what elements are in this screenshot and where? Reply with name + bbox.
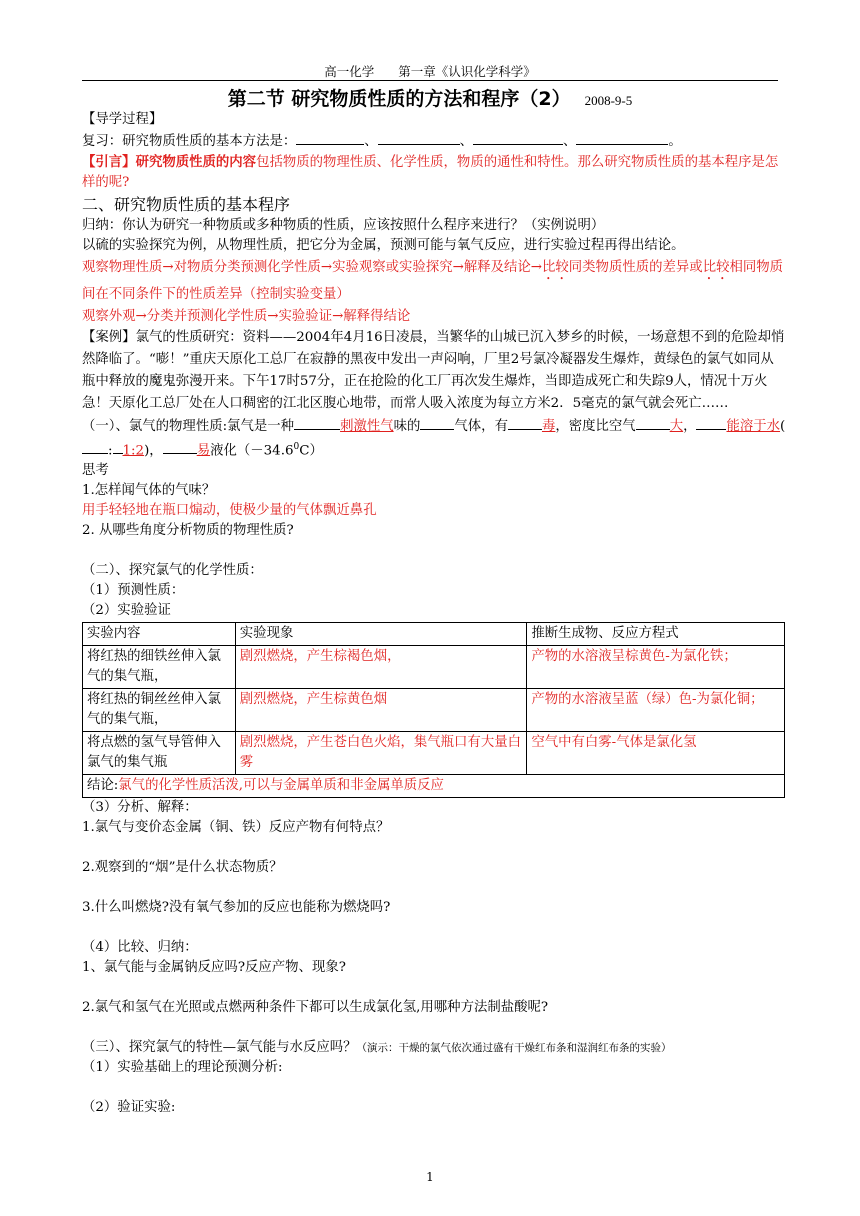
summary-question: 归纳：你认为研究一种物质或多种物质的性质，应该按照什么程序来进行？（实例说明） (82, 218, 605, 233)
intro-paragraph (82, 152, 786, 193)
review-line: 复习：研究物质性质的基本方法是： 、 、 、 。 (82, 130, 786, 152)
review-blank-4 (576, 130, 668, 145)
table-row (83, 689, 785, 732)
table-cell-content: 将点燃的氢气导管伸入氯气的集气瓶 (83, 732, 236, 775)
verify-label: （2）实验验证 (82, 603, 171, 619)
answer-toxic: 毒 (541, 419, 556, 434)
title-text: 第二节 研究物质性质的方法和程序（2） (227, 88, 571, 110)
case-text: 氯气的性质研究：资料——2004年4月16日凌晨，当繁华的山城已沉入梦乡的时候，一场意想不到的危险却悄然降临了。“嘭！”重庆天原化工总厂在寂静的黑夜中发出一声闷响，厂里2号氯冷凝器发生爆炸，黄绿色的氯气如同从瓶中释放的魔鬼弥漫开来。下午17时57分，正在抢险的化工厂再次发生爆炸，当即造成死亡和失踪9人，情况十万火急！天原化工总厂处在人口稠密的江北区腹心地带，而常人吸入浓度为每立方米2．5毫克的氯气就会死亡…… (82, 330, 785, 411)
case-tag: 【案例】 (82, 330, 136, 345)
review-blank-1 (296, 130, 364, 145)
table-header-cell: 实验内容 (83, 623, 236, 646)
table-header-row (83, 623, 785, 646)
procedure-2: 观察外观→分类并预测化学性质→实验验证→解释得结论 (82, 309, 411, 324)
page-number: 1 (426, 1170, 434, 1184)
table-cell-content: 将红热的细铁丝伸入氯气的集气瓶， (83, 646, 236, 689)
analysis-label: （3）分析、解释： (82, 800, 198, 816)
special-note: （演示：干燥的氯气依次通过盛有干燥红布条和湿润红布条的实验） (356, 1042, 672, 1055)
predict-label: （1）预测性质： (82, 583, 185, 599)
review-blank-2 (378, 130, 460, 145)
theory-label: （1）实验基础上的理论预测分析: (82, 1060, 283, 1076)
analysis-question-2: 2.观察到的“烟”是什么状态物质？ (82, 860, 283, 876)
table-cell-phenomenon: 剧烈燃烧，产生棕黄色烟 (235, 689, 527, 732)
compare-question-2: 2.氯气和氢气在光照或点燃两种条件下都可以生成氯化氢,用哪种方法制盐酸呢? (82, 1000, 549, 1016)
review-blank-3 (473, 130, 563, 145)
think-label: 思考 (82, 463, 109, 479)
verify2-label: （2）验证实验: (82, 1100, 176, 1116)
table-cell-phenomenon: 剧烈燃烧，产生苍白色火焰，集气瓶口有大量白雾 (235, 732, 527, 775)
table-header-cell: 推断生成物、反应方程式 (527, 623, 785, 646)
table-conclusion-row (83, 775, 785, 798)
intro-bold: 研究物质性质的内容 (135, 154, 257, 170)
guide-heading: 【导学过程】 (82, 112, 163, 127)
answer-ratio: 1:2 (122, 443, 145, 459)
question-2: 2. 从哪些角度分析物质的物理性质? (82, 523, 294, 539)
procedure-1: 观察物理性质→对物质分类预测化学性质→实验观察或实验探究→解释及结论→比较同类物质性质的差异或比较相同物质间在不同条件下的性质差异（控制实验变量） (82, 260, 784, 302)
question-1: 1.怎样闻气体的气味？ (82, 483, 216, 499)
answer-density: 大 (669, 419, 684, 434)
answer-smell: 刺激性气 (340, 419, 394, 434)
table-header-cell: 实验现象 (235, 623, 527, 646)
title-date: 2008-9-5 (584, 93, 633, 108)
physical-properties: （一）、氯气的物理性质:氯气是一种 刺激性气味的 气体，有 毒，密度比空气 大， 能溶于水(: 1:2)， 易液化$(-34.6^0C)$ (82, 415, 786, 461)
experiment-table (82, 622, 785, 798)
review-label: 复习：研究物质性质的基本方法是： (82, 134, 297, 149)
table-conclusion: 结论:氯气的化学性质活泼,可以与金属单质和非金属单质反应 (83, 775, 785, 798)
case-paragraph (82, 327, 786, 415)
header-chapter: 第一章《认识化学科学》 (398, 64, 536, 79)
special-heading: （三）、探究氯气的特性—氯气能与水反应吗？（演示：干燥的氯气依次通过盛有干燥红布条和湿润红布条的实验） (82, 1040, 672, 1056)
table-cell-result: 产物的水溶液呈蓝（绿）色-为氯化铜； (527, 689, 785, 732)
header-course: 高一化学 (324, 64, 375, 79)
content (82, 110, 786, 1118)
header-rule (82, 80, 778, 81)
table-cell-phenomenon: 剧烈燃烧，产生棕褐色烟， (235, 646, 527, 689)
analysis-question-3: 3.什么叫燃烧?没有氧气参加的反应也能称为燃烧吗? (82, 900, 391, 916)
answer-soluble: 能溶于水 (726, 419, 781, 434)
table-cell-result: 产物的水溶液呈棕黄色-为氯化铁； (527, 646, 785, 689)
answer-liquefy: 易 (196, 443, 211, 459)
page-title (82, 84, 778, 111)
table-cell-result: 空气中有白雾-气体是氯化氢 (527, 732, 785, 775)
page-header (82, 62, 778, 80)
intro-rest: 包括物质的物理性质、化学性质，物质的通性和特性。那么研究物质性质的基本程序是怎样的呢? (82, 155, 779, 190)
answer-1: 用手轻轻地在瓶口煽动，使极少量的气体飘近鼻孔 (82, 503, 377, 519)
table-row (83, 732, 785, 775)
section2-heading: 二、研究物质性质的基本程序 (82, 195, 291, 214)
compare-label: （4）比较、归纳： (82, 940, 198, 956)
analysis-question-1: 1.氯气与变价态金属（铜、铁）反应产物有何特点？ (82, 820, 390, 836)
table-cell-content: 将红热的铜丝丝伸入氯气的集气瓶， (83, 689, 236, 732)
compare-question-1: 1、氯气能与金属钠反应吗?反应产物、现象? (82, 960, 346, 976)
sulfur-example: 以硫的实验探究为例，从物理性质，把它分为金属，预测可能与氧气反应，进行实验过程再得出结论。 (82, 238, 685, 253)
chem-heading: （二）、探究氯气的化学性质： (82, 563, 263, 579)
intro-tag: 【引言】 (82, 154, 136, 170)
table-row (83, 646, 785, 689)
